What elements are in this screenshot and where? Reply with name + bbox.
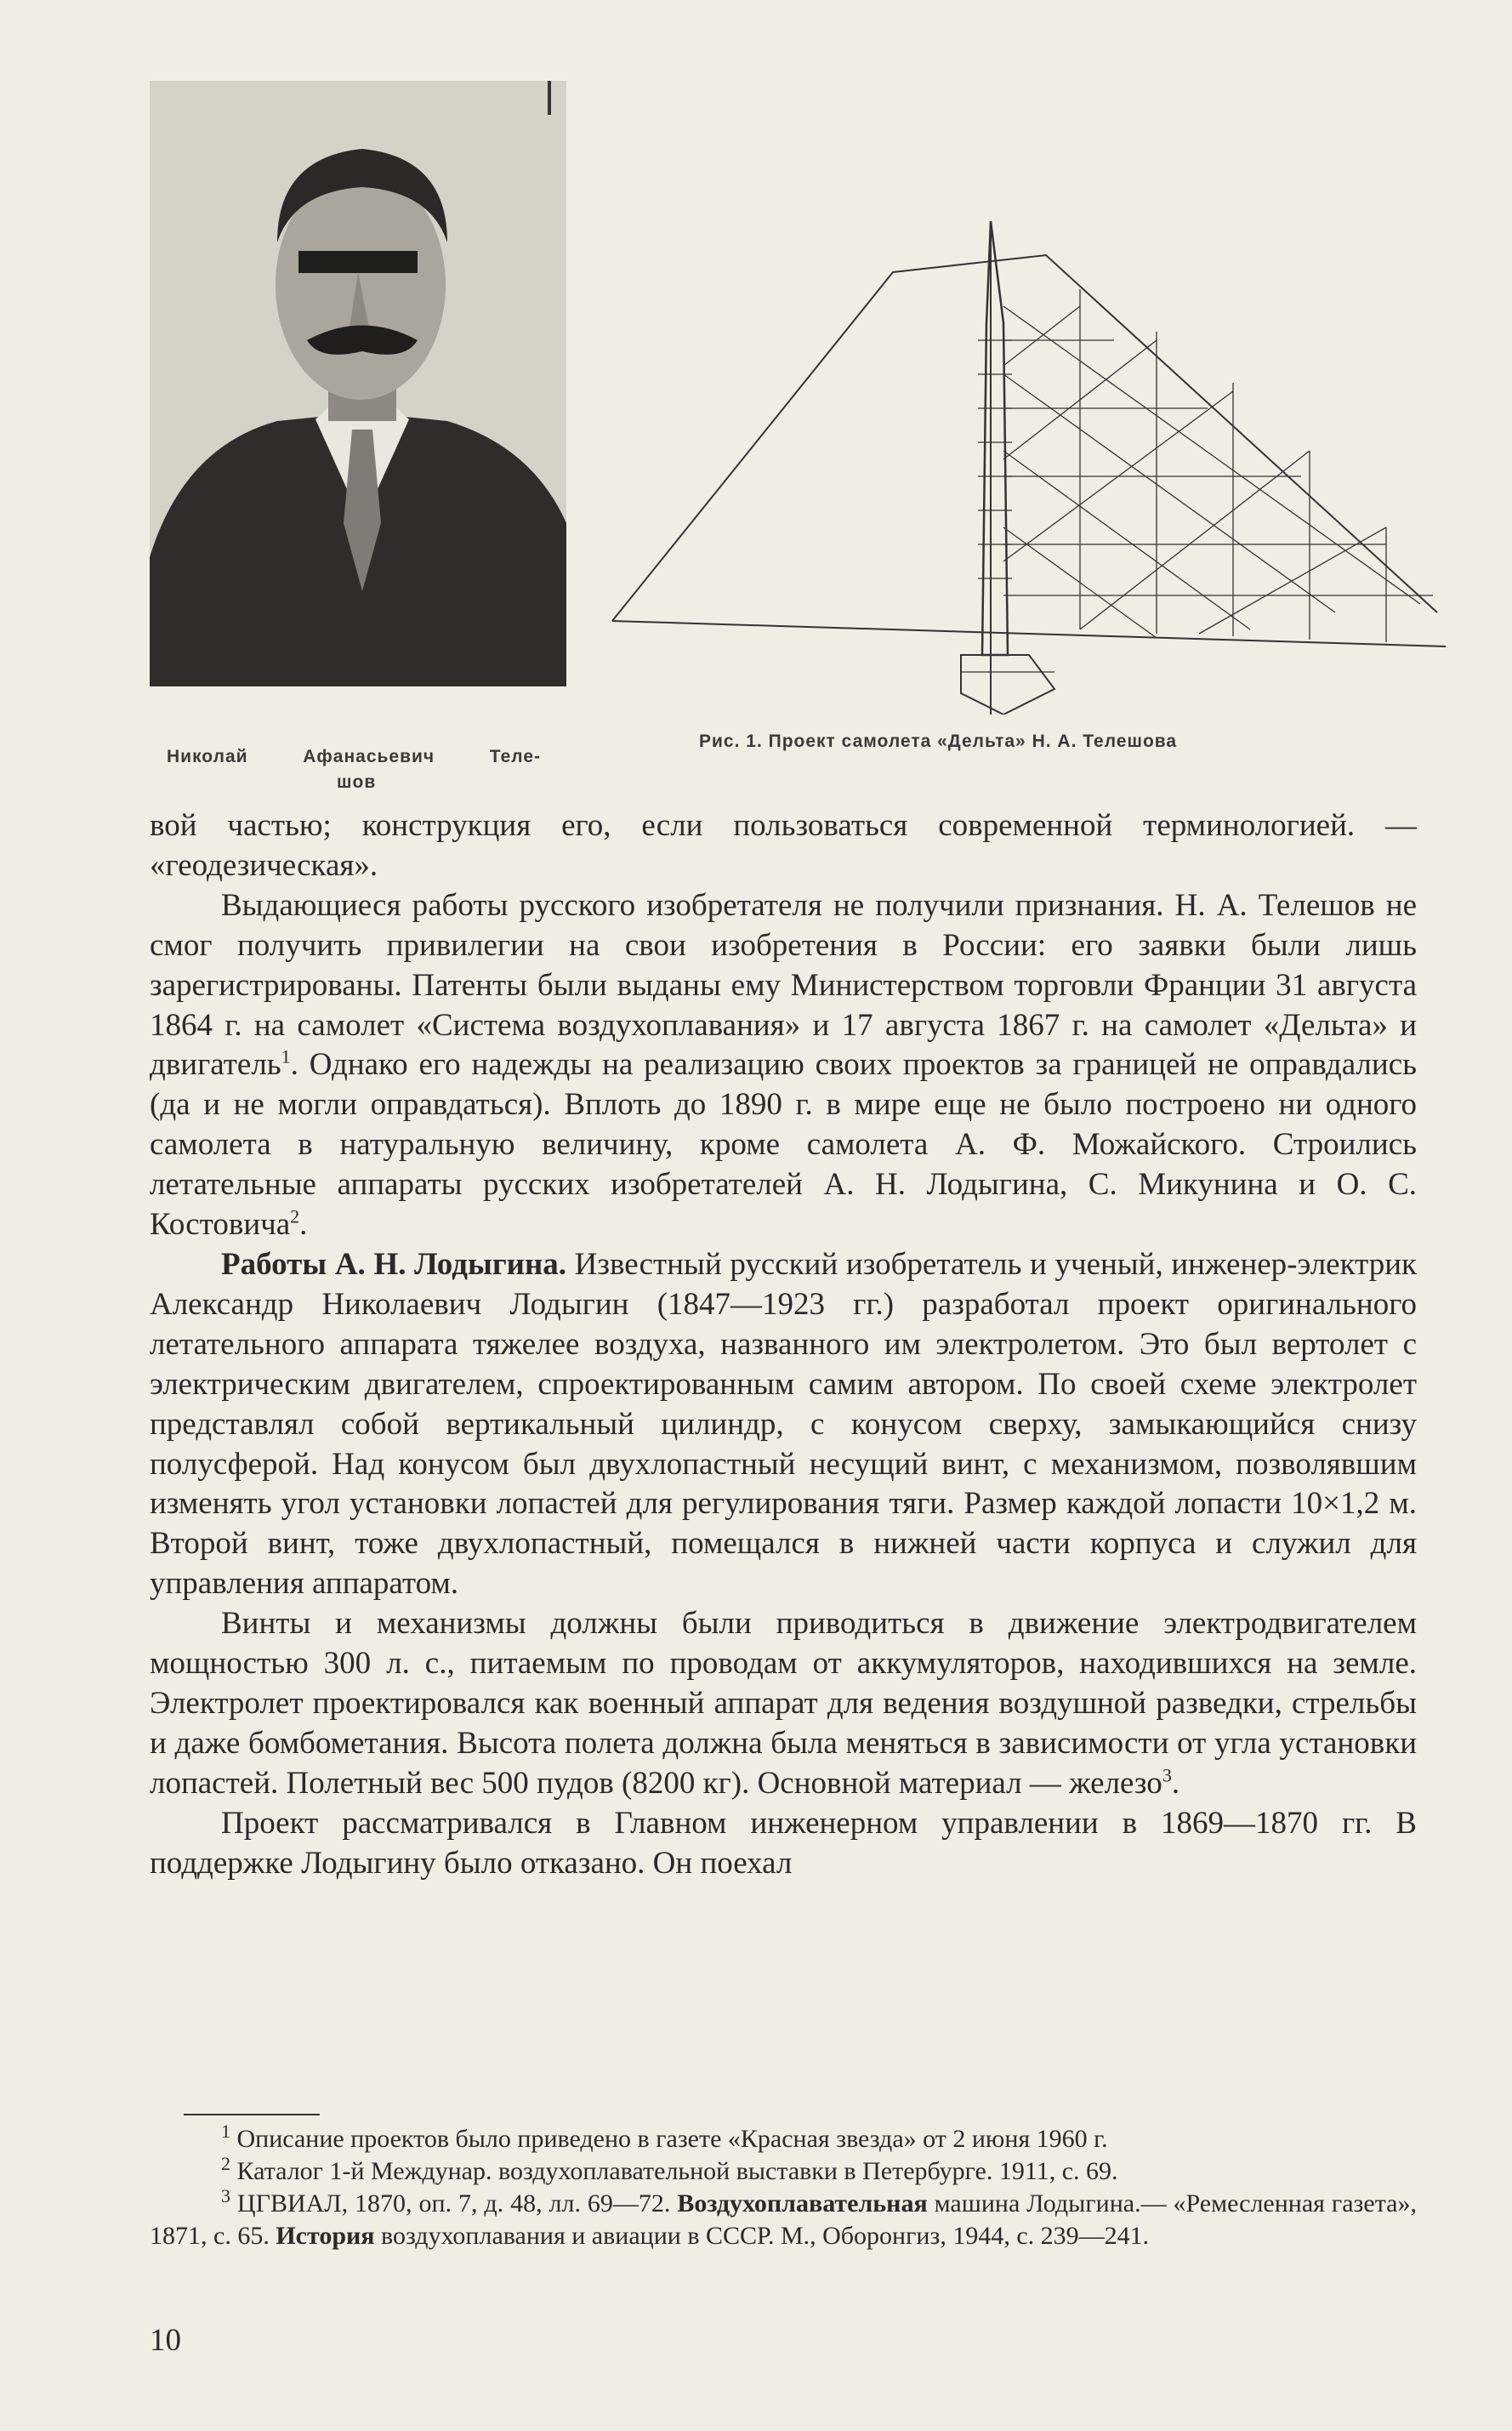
paragraph (150, 886, 1417, 1245)
bold-run: История (276, 2222, 375, 2250)
footnote (150, 2155, 1417, 2188)
text-run: . Однако его надежды на реализацию своих проектов за границей не оправдались (да и не могли оправдаться). Вплоть до 1890 г. в мире еще не было построено ни одного самолета в натуральную величину, кроме самолета А. Ф. Можайского. Строились летательные аппараты русских изобретателей А. Н. Лодыгина, С. Микунина и О. С. Костовича (150, 1047, 1417, 1243)
section-heading: Работы А. Н. Лодыгина. (221, 1246, 567, 1282)
text-run: Описание проектов было приведено в газете «Красная звезда» от 2 июня 1960 г. (230, 2125, 1108, 2153)
caption-word: Афанасьевич (303, 747, 435, 766)
text-run: ЦГВИАЛ, 1870, оп. 7, д. 48, лл. 69—72. (230, 2189, 678, 2218)
bold-run: Воздухоплавательная (677, 2189, 928, 2218)
footnote (150, 2185, 1417, 2252)
page-number: 10 (150, 2323, 181, 2358)
caption-word: Теле- (489, 747, 541, 766)
footnote (150, 2123, 1417, 2155)
text-run: . (1171, 1765, 1180, 1801)
paragraph (150, 1245, 1417, 1604)
portrait-photo (150, 81, 566, 686)
footnotes (150, 2123, 1417, 2252)
text-run: воздухоплавания и авиации в СССР. М., Оборонгиз, 1944, с. 239—241. (374, 2222, 1150, 2250)
footnote-rule (184, 2114, 320, 2115)
footnote-mark: 1 (221, 2121, 230, 2142)
footnote-mark: 2 (221, 2153, 230, 2174)
footnote-ref: 3 (1162, 1764, 1172, 1786)
caption-word: шов (337, 772, 377, 792)
text-run: Каталог 1-й Междунар. воздухоплавательной выставки в Петербурге. 1911, с. 69. (230, 2157, 1118, 2185)
caption-word: Николай (167, 747, 248, 766)
portrait-caption (167, 744, 541, 795)
footnote-mark: 3 (221, 2185, 230, 2206)
text-run: Известный русский изобретатель и ученый, инженер-электрик Александр Николаевич Лодыгин (1847—1923 гг.) разработал проект оригинального летательного аппарата тяжелее воздуха, названного им электролетом. Это был вертолет с электрическим двигателем, спроектированным самим автором. По своей схеме электролет представлял собой вертикальный цилиндр, с конусом сверху, замыкающийся снизу полусферой. Над конусом был двухлопастный несущий винт, с механизмом, позволявшим изменять угол установки лопастей для регулирования тяги. Размер каждой лопасти 10×1,2 м. Второй винт, тоже двухлопастный, помещался в нижней части корпуса и служил для управления аппаратом. (150, 1246, 1417, 1602)
delta-aircraft-diagram (604, 204, 1463, 714)
figure-caption: Рис. 1. Проект самолета «Дельта» Н. А. Телешова (699, 732, 1178, 751)
text-run: . (299, 1207, 308, 1243)
footnote-ref: 1 (281, 1046, 291, 1068)
text-run: Выдающиеся работы русского изобретателя не получили признания. Н. А. Телешов не смог получить привилегии на свои изобретения в России: его заявки были лишь зарегистрированы. Патенты были выданы ему Министерством торговли Франции 31 августа 1864 г. на самолет «Система воздухоплавания» и 17 августа 1867 г. на самолет «Дельта» и двигатель (150, 887, 1417, 1083)
paragraph: вой частью; конструкция его, если пользоваться современной терминологией. — «геодезическая». (150, 808, 1417, 883)
paragraph (150, 1604, 1417, 1804)
body-text (150, 806, 1417, 1883)
text-run: Винты и механизмы должны были приводиться в движение электродвигателем мощностью 300 л. с., питаемым по проводам от аккумуляторов, находившихся на земле. Электролет проектировался как военный аппарат для ведения воздушной разведки, стрельбы и даже бомбометания. Высота полета должна была меняться в зависимости от угла установки лопастей. Полетный вес 500 пудов (8200 кг). Основной материал — железо (150, 1606, 1417, 1801)
footnote-ref: 2 (290, 1205, 300, 1227)
paragraph: Проект рассматривался в Главном инженерном управлении в 1869—1870 гг. В поддержке Лодыгину было отказано. Он поехал (150, 1805, 1417, 1881)
text-run: машина Лодыгина.— «Ремесленная газета», 1871, с. 65. (150, 2189, 1417, 2250)
